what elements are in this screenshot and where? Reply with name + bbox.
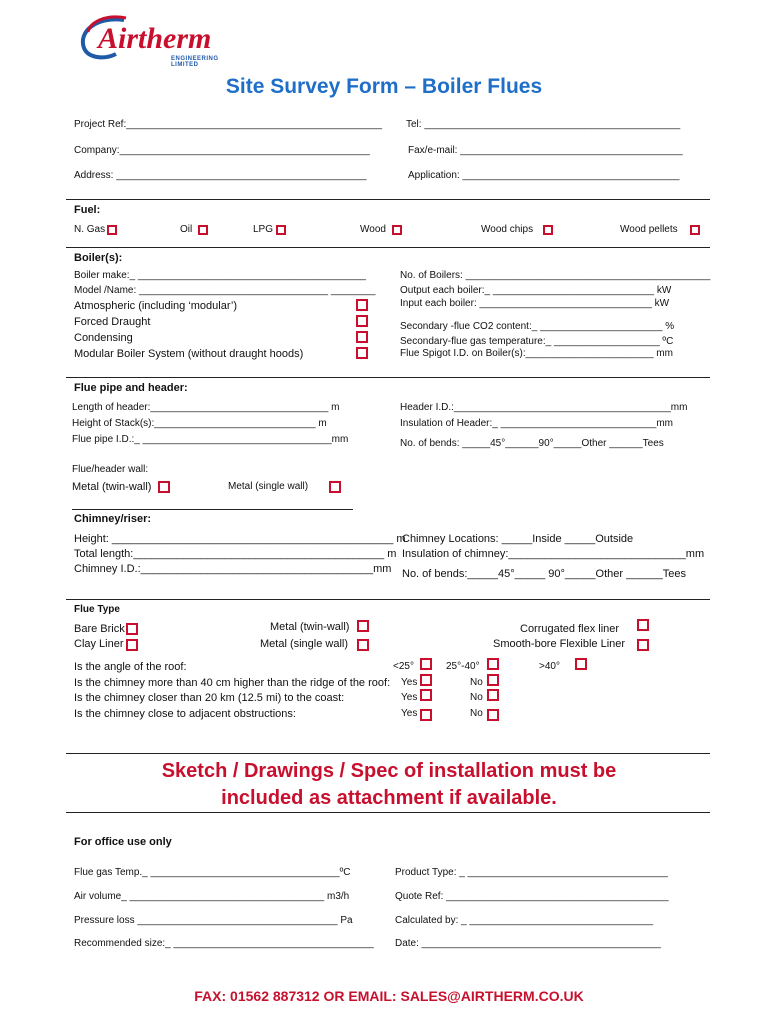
height-no-checkbox[interactable]	[487, 674, 499, 686]
divider	[72, 509, 353, 510]
modular-checkbox[interactable]	[356, 347, 368, 359]
chimney-bends-field[interactable]: No. of bends:_____45°_____ 90°_____Other ______Tees	[402, 568, 687, 580]
bare-brick-checkbox[interactable]	[126, 623, 138, 635]
obstructions-no-checkbox[interactable]	[487, 709, 499, 721]
flue-wall-twin-label: Metal (twin-wall)	[72, 481, 152, 493]
fuel-lpg-checkbox[interactable]	[276, 225, 286, 235]
coast-no-label: No	[470, 692, 483, 703]
application-field[interactable]: Application: _______________________________________	[408, 170, 680, 181]
clay-liner-label: Clay Liner	[74, 638, 124, 650]
angle-gt40-label: >40°	[539, 661, 560, 672]
sketch-notice-line1: Sketch / Drawings / Spec of installation must be	[161, 760, 617, 782]
office-use-heading: For office use only	[74, 836, 172, 848]
page-title: Site Survey Form – Boiler Flues	[225, 75, 543, 98]
divider	[66, 753, 710, 754]
atmospheric-label: Atmospheric (including ‘modular’)	[74, 300, 238, 312]
forced-draught-checkbox[interactable]	[356, 315, 368, 327]
chimney-id-field[interactable]: Chimney I.D.:______________________________________mm	[74, 563, 392, 575]
metal-twin-checkbox[interactable]	[357, 620, 369, 632]
footer-contact: FAX: 01562 887312 OR EMAIL: SALES@AIRTHERM.CO.UK	[194, 988, 584, 1004]
chimney-insulation-field[interactable]: Insulation of chimney:_____________________________mm	[402, 548, 705, 560]
fuel-ngas-checkbox[interactable]	[107, 225, 117, 235]
address-field[interactable]: Address: _____________________________________________	[74, 170, 367, 181]
chimney-total-length-field[interactable]: Total length:_________________________________________ m	[74, 548, 397, 560]
angle-lt25-checkbox[interactable]	[420, 658, 432, 670]
flue-wall-twin-checkbox[interactable]	[158, 481, 170, 493]
modular-label: Modular Boiler System (without draught hoods)	[74, 348, 304, 360]
roof-angle-question: Is the angle of the roof:	[74, 661, 187, 673]
atmospheric-checkbox[interactable]	[356, 299, 368, 311]
condensing-label: Condensing	[74, 332, 133, 344]
tel-field[interactable]: Tel: ______________________________________________	[406, 119, 681, 130]
fuel-wood-checkbox[interactable]	[392, 225, 402, 235]
header-insulation-field[interactable]: Insulation of Header:_ ____________________________mm	[400, 418, 674, 429]
output-each-boiler-field[interactable]: Output each boiler:_ _____________________________ kW	[400, 285, 672, 296]
fuel-oil-checkbox[interactable]	[198, 225, 208, 235]
boilers-heading: Boiler(s):	[74, 252, 123, 264]
angle-25-40-checkbox[interactable]	[487, 658, 499, 670]
fuel-wood-chips-checkbox[interactable]	[543, 225, 553, 235]
height-yes-label: Yes	[401, 677, 418, 688]
airtherm-logo	[76, 14, 241, 68]
clay-liner-checkbox[interactable]	[126, 639, 138, 651]
flue-pipe-id-field[interactable]: Flue pipe I.D.:_ __________________________________mm	[72, 434, 349, 445]
office-flue-gas-temp-field[interactable]: Flue gas Temp._ __________________________________ºC	[74, 867, 351, 878]
flue-type-heading: Flue Type	[74, 604, 120, 615]
flue-wall-single-label: Metal (single wall)	[228, 481, 309, 492]
flue-wall-heading: Flue/header wall:	[72, 464, 149, 475]
logo-subtitle: ENGINEERING LIMITED	[171, 56, 219, 68]
flue-spigot-field[interactable]: Flue Spigot I.D. on Boiler(s):_______________________ mm	[400, 348, 673, 359]
project-ref-field[interactable]: Project Ref:______________________________________________	[74, 119, 383, 130]
coast-no-checkbox[interactable]	[487, 689, 499, 701]
smooth-bore-checkbox[interactable]	[637, 639, 649, 651]
fuel-label-oil: Oil	[180, 224, 193, 235]
flue-wall-single-checkbox[interactable]	[329, 481, 341, 493]
office-recommended-size-field[interactable]: Recommended size:_ ____________________________________	[74, 938, 374, 949]
coast-question: Is the chimney closer than 20 km (12.5 mi) to the coast:	[74, 692, 345, 704]
obstructions-yes-label: Yes	[401, 708, 418, 719]
logo-wordmark: Airtherm	[98, 22, 212, 55]
metal-single-label: Metal (single wall)	[260, 638, 349, 650]
divider	[66, 247, 710, 248]
boiler-make-field[interactable]: Boiler make:_ _________________________________________	[74, 270, 366, 281]
fuel-label-ngas: N. Gas	[74, 224, 106, 235]
smooth-bore-label: Smooth-bore Flexible Liner	[493, 638, 626, 650]
divider	[66, 812, 710, 813]
no-of-boilers-field[interactable]: No. of Boilers: ____________________________________________	[400, 270, 711, 281]
obstructions-question: Is the chimney close to adjacent obstructions:	[74, 708, 296, 720]
angle-lt25-label: <25°	[393, 661, 414, 672]
obstructions-yes-checkbox[interactable]	[420, 709, 432, 721]
obstructions-no-label: No	[470, 708, 483, 719]
company-field[interactable]: Company:_____________________________________________	[74, 145, 370, 156]
chimney-height-question: Is the chimney more than 40 cm higher than the ridge of the roof:	[74, 677, 391, 689]
chimney-heading: Chimney/riser:	[74, 513, 152, 525]
chimney-locations-field[interactable]: Chimney Locations: _____Inside _____Outside	[402, 533, 634, 545]
office-calculated-by-field[interactable]: Calculated by: _ _________________________________	[395, 915, 654, 926]
forced-draught-label: Forced Draught	[74, 316, 151, 328]
height-yes-checkbox[interactable]	[420, 674, 432, 686]
coast-yes-checkbox[interactable]	[420, 689, 432, 701]
metal-twin-label: Metal (twin-wall)	[270, 621, 350, 633]
office-pressure-loss-field[interactable]: Pressure loss ____________________________________ Pa	[74, 915, 353, 926]
fax-email-field[interactable]: Fax/e-mail: ________________________________________	[408, 145, 683, 156]
condensing-checkbox[interactable]	[356, 331, 368, 343]
fuel-heading: Fuel:	[74, 204, 101, 216]
fuel-label-wood: Wood	[360, 224, 386, 235]
height-no-label: No	[470, 677, 483, 688]
fuel-label-wood-chips: Wood chips	[481, 224, 534, 235]
flue-gas-temp-field[interactable]: Secondary-flue gas temperature:_ ___________________ ºC	[400, 336, 674, 347]
height-of-stack-field[interactable]: Height of Stack(s):_____________________________ m	[72, 418, 327, 429]
metal-single-checkbox[interactable]	[357, 639, 369, 651]
divider	[66, 599, 710, 600]
chimney-height-field[interactable]: Height: ______________________________________________ m	[74, 533, 406, 545]
input-each-boiler-field[interactable]: Input each boiler: _______________________________ kW	[400, 298, 670, 309]
fuel-wood-pellets-checkbox[interactable]	[690, 225, 700, 235]
office-quote-ref-field[interactable]: Quote Ref: ________________________________________	[395, 891, 669, 902]
corrugated-label: Corrugated flex liner	[520, 623, 620, 635]
office-date-field[interactable]: Date: ___________________________________________	[395, 938, 661, 949]
coast-yes-label: Yes	[401, 692, 418, 703]
divider	[66, 377, 710, 378]
fuel-label-lpg: LPG	[253, 224, 274, 235]
header-id-field[interactable]: Header I.D.:_______________________________________mm	[400, 402, 688, 413]
co2-content-field[interactable]: Secondary -flue CO2 content:_ ______________________ %	[400, 321, 675, 332]
length-of-header-field[interactable]: Length of header:________________________________ m	[72, 402, 340, 413]
office-air-volume-field[interactable]: Air volume_ ___________________________________ m3/h	[74, 891, 350, 902]
flue-pipe-heading: Flue pipe and header:	[74, 382, 188, 394]
boiler-model-field[interactable]: Model /Name: __________________________________ ________	[74, 285, 376, 296]
fuel-label-wood-pellets: Wood pellets	[620, 224, 678, 235]
bare-brick-label: Bare Brick	[74, 623, 125, 635]
divider	[66, 199, 710, 200]
header-bends-field[interactable]: No. of bends: _____45°______90°_____Other ______Tees	[400, 438, 664, 449]
angle-gt40-checkbox[interactable]	[575, 658, 587, 670]
angle-25-40-label: 25°-40°	[446, 661, 480, 672]
corrugated-checkbox[interactable]	[637, 619, 649, 631]
office-product-type-field[interactable]: Product Type: _ ____________________________________	[395, 867, 668, 878]
sketch-notice-line2: included as attachment if available.	[221, 787, 557, 809]
